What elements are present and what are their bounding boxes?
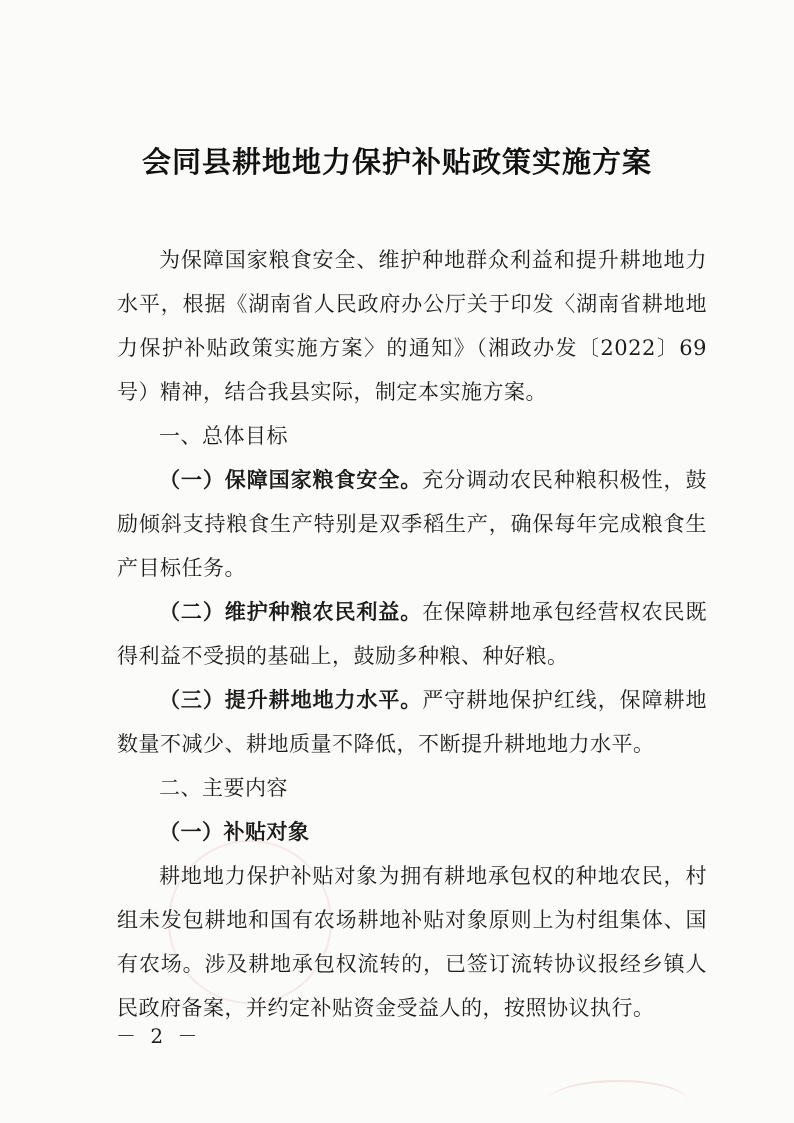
subsection-heading-subsidy-target: （一）补贴对象 [159,819,310,844]
goal-1-paragraph [117,458,707,590]
goal-2-title: （二）维护种粮农民利益。 [159,599,423,624]
subsidy-target-paragraph: 耕地地力保护补贴对象为拥有耕地承包权的种地农民，村组未发包耕地和国有农场耕地补贴对象原则上为村组集体、国有农场。涉及耕地承包权流转的，已签订流转协议报经乡镇人民政府备案，并约定补贴资金受益人的，按照协议执行。 [117,864,707,1020]
section-heading-goals: 一、总体目标 [159,424,288,448]
goal-1-text: 充分调动农民种粮积极性，鼓励倾斜支持粮食生产特别是双季稻生产，确保每年完成粮食生产目标任务。 [117,468,707,580]
intro-paragraph: 为保障国家粮食安全、维护种地群众利益和提升耕地地力水平，根据《湖南省人民政府办公厅关于印发〈湖南省耕地地力保护补贴政策实施方案〉的通知》（湘政办发〔2022〕69号）精神，结合我县实际，制定本实施方案。 [117,248,707,404]
page-number: － 2 － [116,1024,202,1048]
red-seal-stamp-partial [548,1080,688,1122]
goal-3-title: （三）提升耕地地力水平。 [159,687,423,712]
goal-1-title: （一）保障国家粮食安全。 [159,467,423,492]
document-body [117,238,707,1030]
section-heading-content: 二、主要内容 [159,776,288,800]
goal-3-paragraph [117,678,707,766]
goal-3-text: 严守耕地保护红线，保障耕地数量不减少、耕地质量不降低，不断提升耕地地力水平。 [117,688,707,756]
goal-2-text: 在保障耕地承包经营权农民既得利益不受损的基础上，鼓励多种粮、种好粮。 [117,600,707,668]
goal-2-paragraph [117,590,707,678]
document-title: 会同县耕地地力保护补贴政策实施方案 [141,145,652,179]
